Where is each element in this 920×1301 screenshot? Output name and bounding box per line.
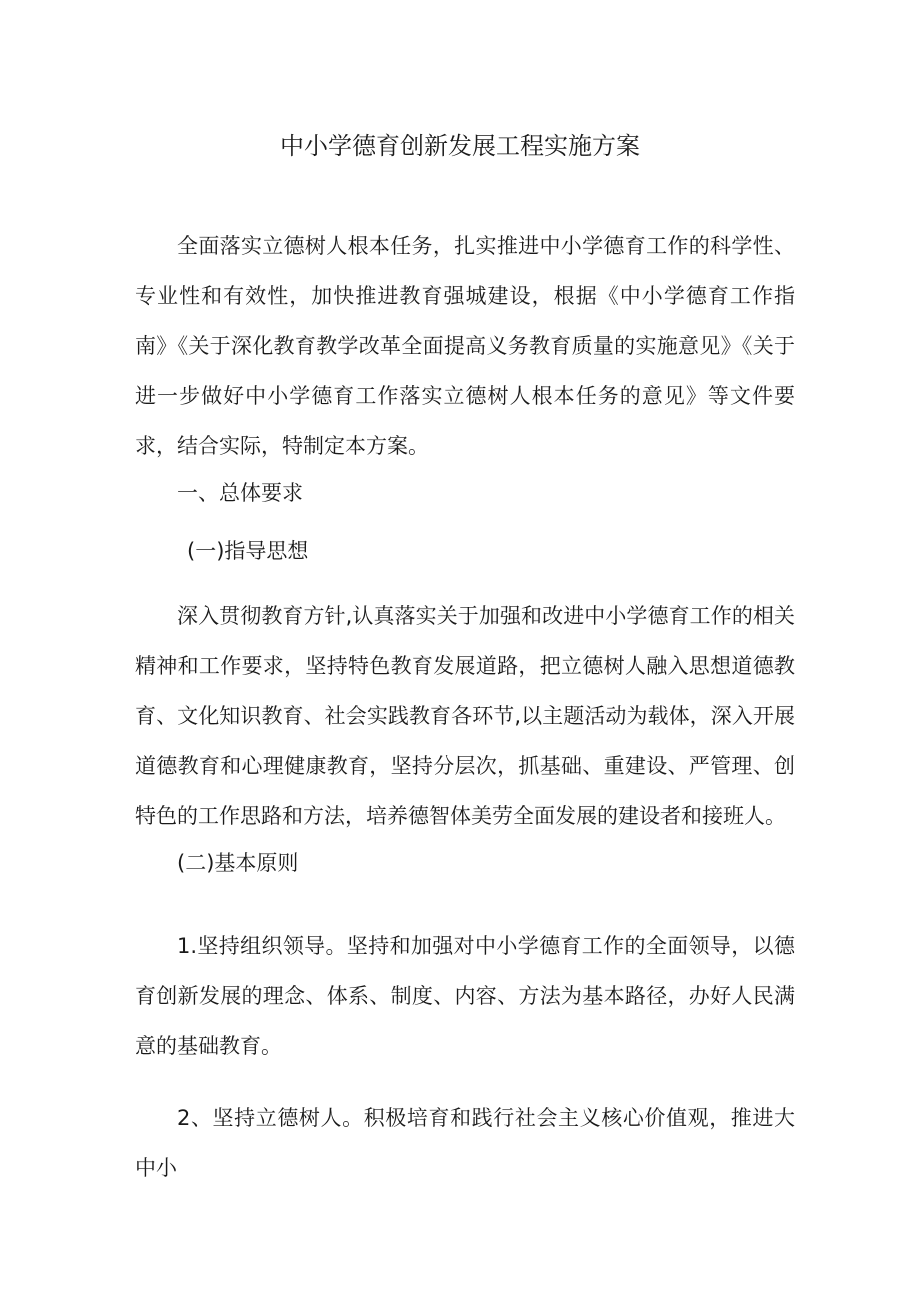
- subsection-heading-guiding-thought: (一)指导思想: [187, 539, 309, 563]
- guiding-thought-paragraph: 深入贯彻教育方针,认真落实关于加强和改进中小学德育工作的相关精神和工作要求，坚持特色教育发展道路，把立德树人融入思想道德教育、文化知识教育、社会实践教育各环节,以主题活动为载体，深入开展道德教育和心理健康教育，坚持分层次，抓基础、重建设、严管理、创特色的工作思路和方法，培养德智体美劳全面发展的建设者和接班人。: [135, 604, 795, 828]
- principle-1-paragraph: 1.坚持组织领导。坚持和加强对中小学德育工作的全面领导，以德育创新发展的理念、体系、制度、内容、方法为基本路径，办好人民满意的基础教育。: [135, 934, 795, 1058]
- principle-2-paragraph: 2、坚持立德树人。积极培育和践行社会主义核心价值观，推进大中小: [135, 1106, 795, 1180]
- intro-paragraph: 全面落实立德树人根本任务，扎实推进中小学德育工作的科学性、专业性和有效性，加快推进教育强城建设，根据《中小学德育工作指南》《关于深化教育教学改革全面提高义务教育质量的实施意见》《关于进一步做好中小学德育工作落实立德树人根本任务的意见》等文件要求，结合实际，特制定本方案。: [135, 234, 795, 458]
- document-title: 中小学德育创新发展工程实施方案: [280, 132, 640, 160]
- section-heading-general-requirements: 一、总体要求: [177, 481, 303, 505]
- subsection-heading-basic-principles: (二)基本原则: [177, 851, 299, 875]
